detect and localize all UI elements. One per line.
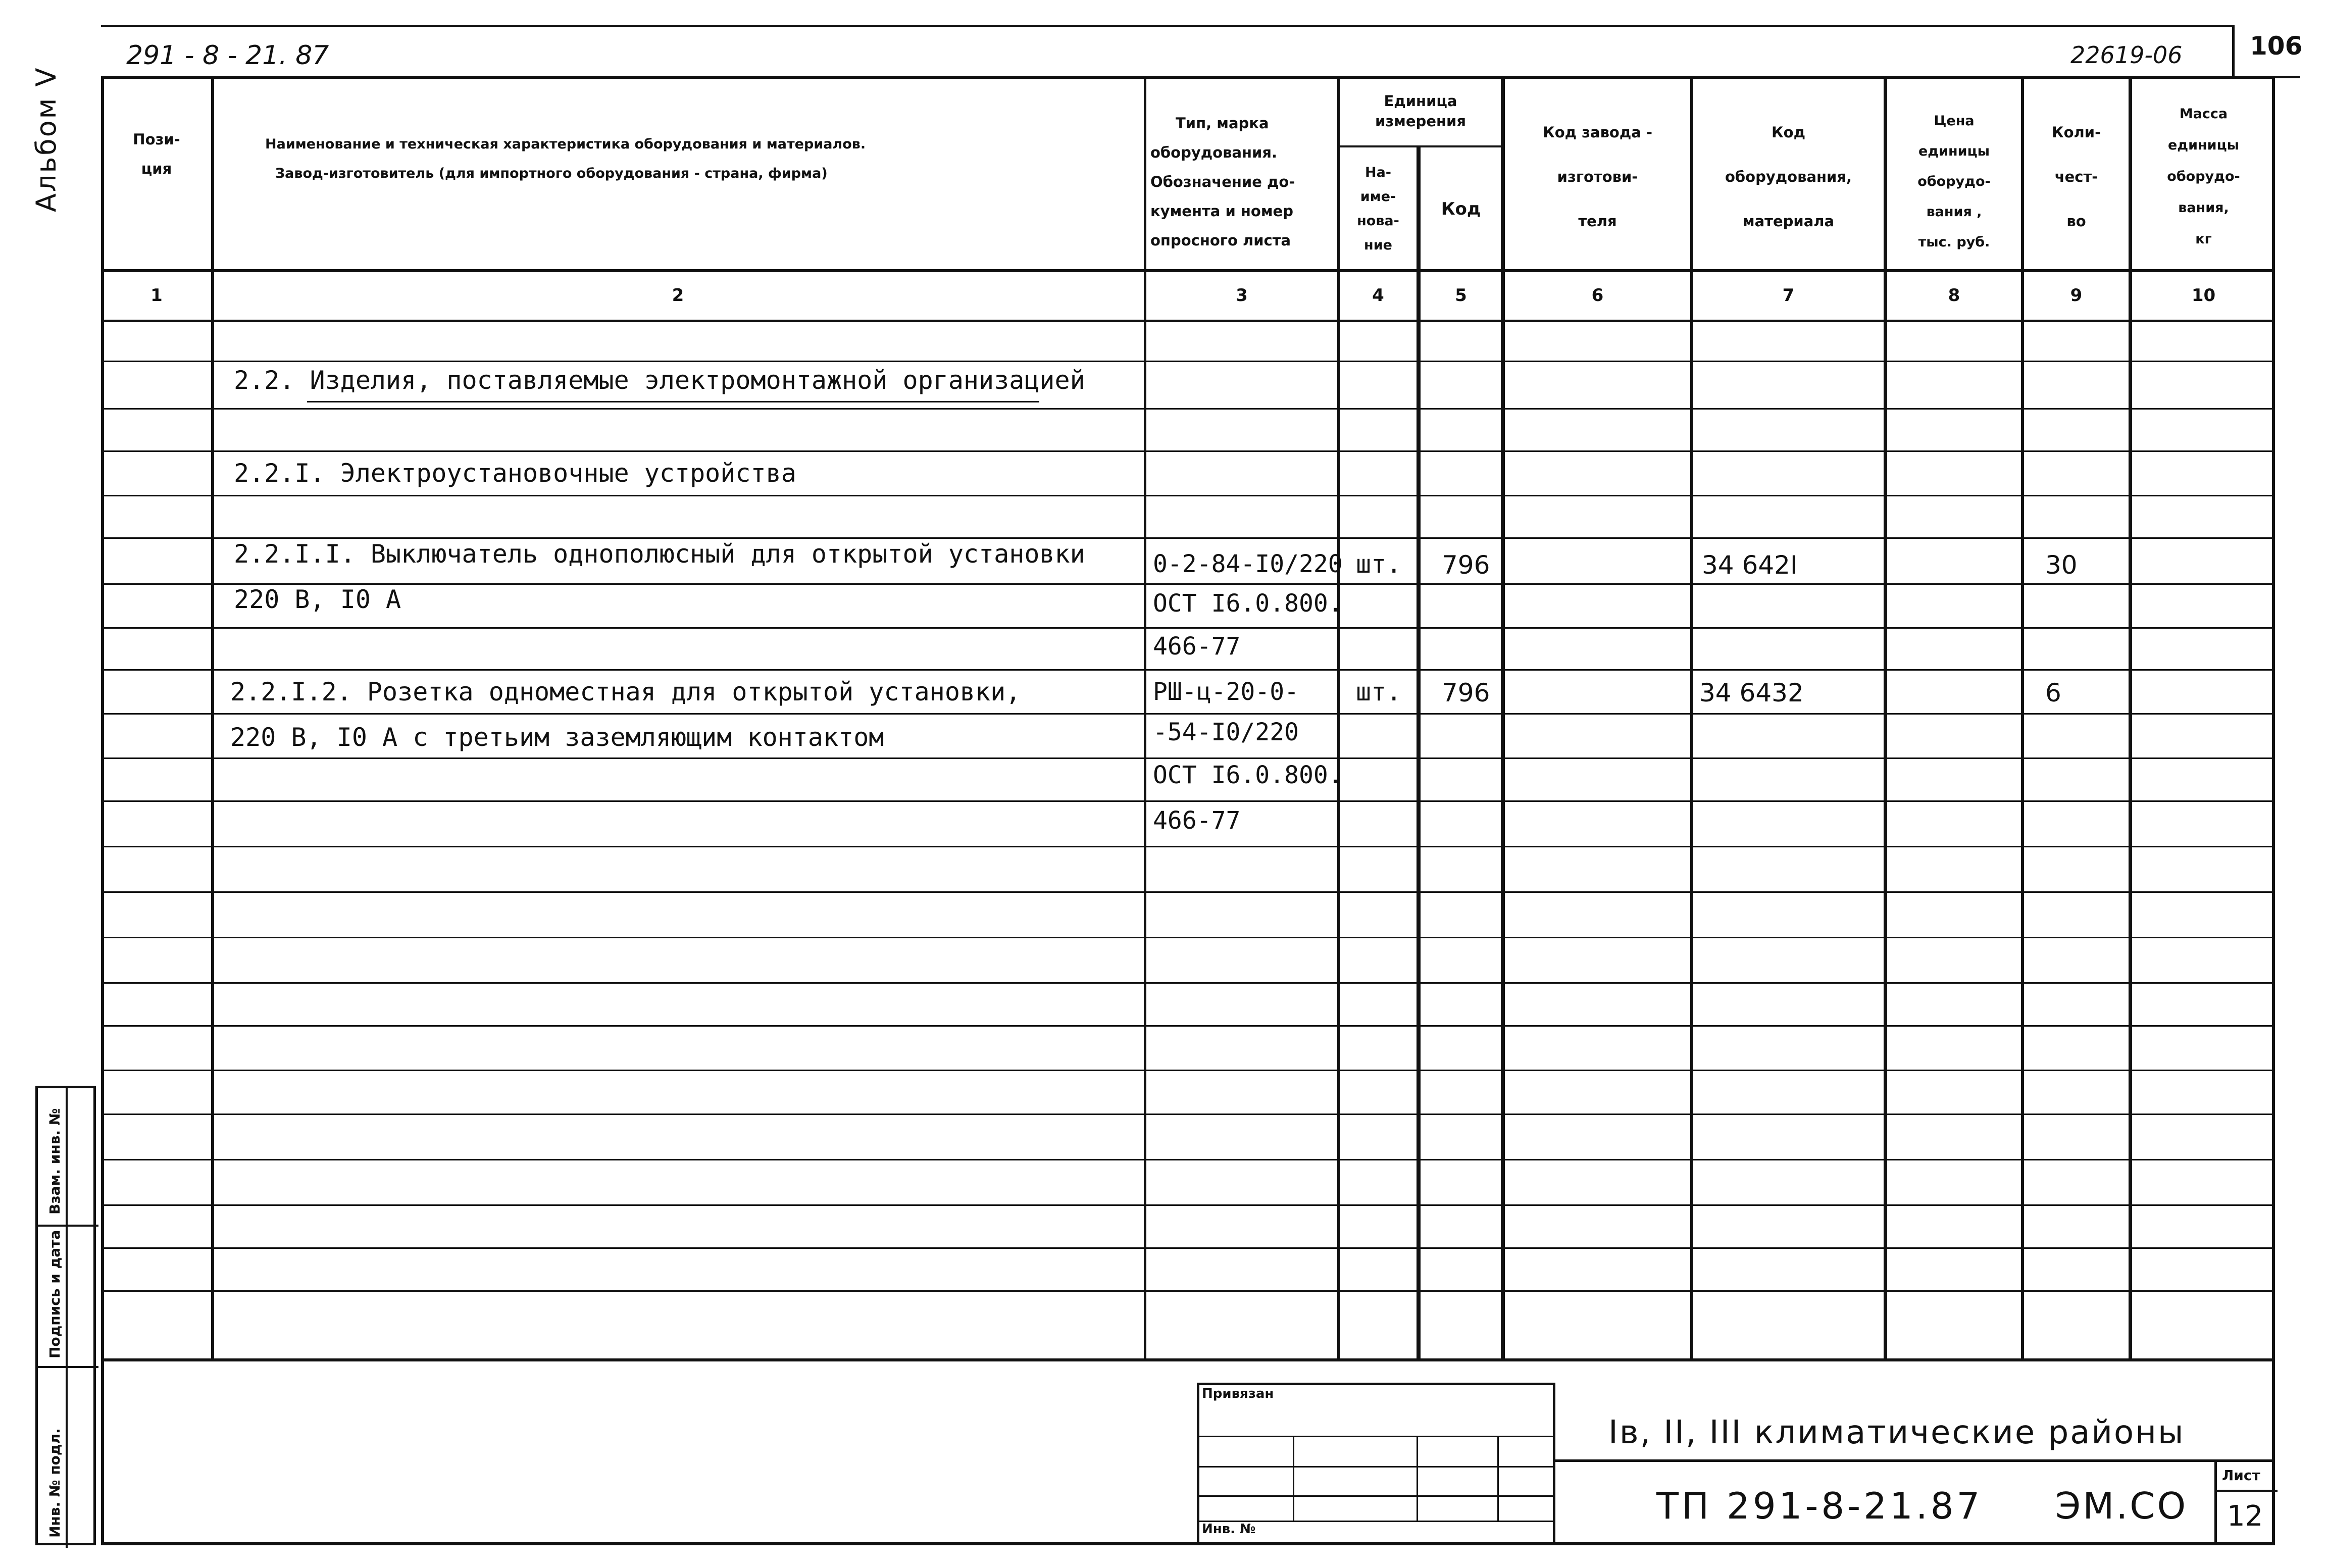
colnum-6: 6 — [1591, 285, 1604, 306]
table-row-rule — [101, 583, 2275, 585]
row-item-switch-equip-code: 34 642I — [1702, 550, 1798, 580]
table-row-rule — [101, 1025, 2275, 1027]
row-item-switch-qty: 30 — [2045, 550, 2078, 580]
table-row-rule — [101, 495, 2275, 496]
table-row-rule — [101, 1290, 2275, 1292]
row-item-socket-qty: 6 — [2045, 678, 2061, 707]
colnum-10: 10 — [2191, 285, 2216, 306]
section-code: ЭМ.СО — [2055, 1485, 2188, 1527]
row-item-socket-ost: ОСТ I6.0.800. — [1153, 761, 1343, 789]
table-row-rule — [101, 1070, 2275, 1071]
colnum-bottom-rule — [101, 320, 2275, 322]
table-row-rule — [101, 757, 2275, 759]
row-item-socket-equip-code: 34 6432 — [1699, 678, 1804, 707]
privyazan-box — [1197, 1383, 1555, 1545]
page-number: 106 — [2250, 31, 2303, 61]
row-item-socket-type: РШ-ц-20-0- — [1153, 678, 1299, 706]
doc-code-right: 22619-06 — [2070, 41, 2183, 69]
row-item-switch-ost: ОСТ I6.0.800. — [1153, 589, 1343, 618]
table-row-rule — [101, 713, 2275, 715]
climate-regions: Iв, II, III климатические районы — [1608, 1414, 2185, 1451]
row-item-socket-name: 2.2.I.2. Розетка одноместная для открытой установки, — [230, 677, 1021, 706]
row-item-switch-code: 796 — [1442, 550, 1490, 580]
row-item-socket-type-2: -54-I0/220 — [1153, 718, 1299, 746]
row-item-socket-ost-num: 466-77 — [1153, 806, 1241, 835]
album-label: Альбом V — [30, 66, 62, 212]
row-item-switch-type: 0-2-84-I0/220 — [1153, 550, 1343, 578]
table-row-rule — [101, 982, 2275, 984]
table-row-rule — [101, 1114, 2275, 1115]
header-unit-code: Код — [1441, 199, 1481, 219]
colnum-8: 8 — [1948, 285, 1960, 306]
table-row-rule — [101, 1204, 2275, 1206]
table-row-rule — [101, 1247, 2275, 1249]
header-price: Цена единицы оборудо- вания , тыс. руб. — [1917, 113, 1991, 250]
row-title-underline — [307, 401, 1039, 402]
header-equipment-code: Код оборудования, материала — [1725, 124, 1852, 230]
colnum-7: 7 — [1782, 285, 1795, 306]
colnum-5: 5 — [1455, 285, 1467, 306]
privyazan-label: Привязан — [1202, 1386, 1274, 1401]
doc-code-left: 291 - 8 - 21. 87 — [126, 40, 329, 71]
table-row-rule — [101, 450, 2275, 452]
stamp-vzam-inv: Взам. инв. № — [46, 1108, 63, 1215]
table-row-rule — [101, 1159, 2275, 1160]
header-unit-name: На- име- нова- ние — [1357, 165, 1399, 253]
table-row-rule — [101, 627, 2275, 629]
side-stamp-strip — [35, 1086, 96, 1545]
doc-designation: ТП 291-8-21.87 — [1656, 1485, 1983, 1527]
stamp-podpis-data: Подпись и дата — [46, 1230, 63, 1358]
table-row-rule — [101, 846, 2275, 847]
header-quantity: Коли- чест- во — [2051, 124, 2101, 230]
table-row-rule — [101, 361, 2275, 362]
colnum-9: 9 — [2070, 285, 2083, 306]
table-row-rule — [101, 937, 2275, 938]
row-item-switch-spec: 220 В, I0 А — [234, 585, 401, 614]
table-row-rule — [101, 800, 2275, 802]
table-body-bottom-rule — [101, 1358, 2275, 1361]
header-type: Тип, марка оборудования. Обозначение до- кумента и номер опросного листа — [1150, 115, 1295, 249]
stamp-inv-podl: Инв. № подл. — [46, 1428, 63, 1538]
sheet-label: Лист — [2222, 1467, 2260, 1484]
row-item-socket-spec: 220 В, I0 А с третьим заземляющим контактом — [230, 723, 884, 752]
header-mass: Масса единицы оборудо- вания, кг — [2167, 106, 2240, 247]
row-subtitle-2-2-1: 2.2.I. Электроустановочные устройства — [234, 459, 796, 488]
inv-no-label: Инв. № — [1202, 1522, 1256, 1537]
header-factory-code: Код завода - изготови- теля — [1543, 124, 1652, 230]
sheet-number: 12 — [2227, 1500, 2263, 1533]
header-name: Наименование и техническая характеристика оборудования и материалов. Завод-изготовитель (для импортного оборудования - страна, фирма) — [265, 136, 866, 181]
table-row-rule — [101, 669, 2275, 671]
colnum-3: 3 — [1236, 285, 1248, 306]
title-block-mid-rule — [1555, 1459, 2275, 1462]
header-unit-group: Единица измерения — [1375, 92, 1466, 130]
row-item-switch-ost-num: 466-77 — [1153, 632, 1241, 661]
table-row-rule — [101, 408, 2275, 410]
colnum-4: 4 — [1372, 285, 1384, 306]
row-item-socket-unit: шт. — [1356, 677, 1402, 706]
header-position: Пози- ция — [133, 131, 180, 177]
row-item-switch-unit: шт. — [1356, 549, 1402, 579]
colnum-1: 1 — [150, 285, 163, 306]
colnum-2: 2 — [672, 285, 684, 306]
table-row-rule — [101, 891, 2275, 893]
row-item-switch-name: 2.2.I.I. Выключатель однополюсный для открытой установки — [234, 539, 1085, 569]
row-item-socket-code: 796 — [1442, 678, 1490, 707]
row-title-2-2: 2.2. Изделия, поставляемые электромонтажной организацией — [234, 366, 1085, 395]
top-rule — [101, 25, 2232, 27]
